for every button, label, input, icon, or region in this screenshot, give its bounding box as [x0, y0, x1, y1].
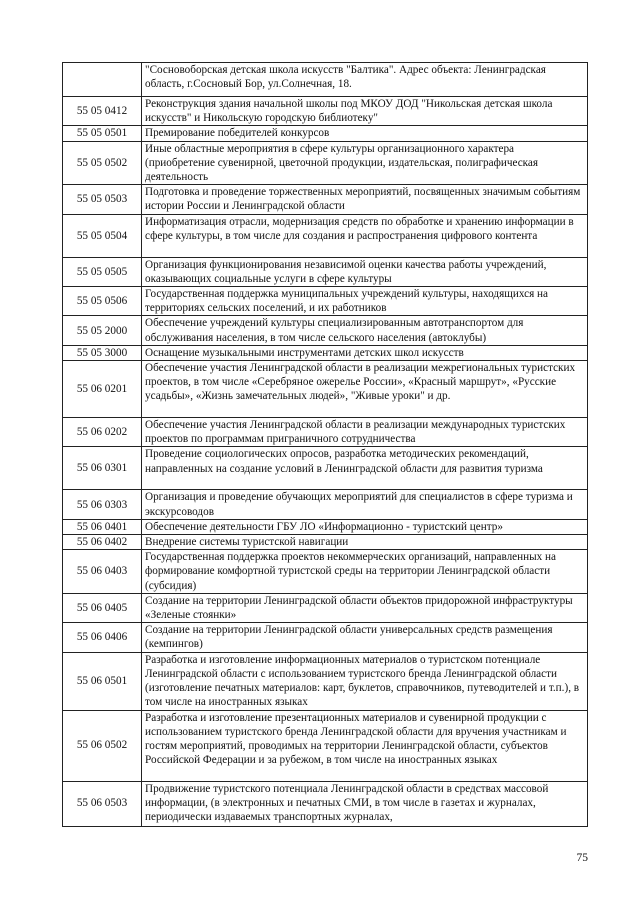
row-code: 55 05 0504: [63, 214, 142, 257]
row-description: Подготовка и проведение торжественных мероприятий, посвященных значимым событиям истории России и Ленинградской области: [142, 185, 588, 214]
row-description: Премирование победителей конкурсов: [142, 126, 588, 141]
row-description: Оснащение музыкальными инструментами детских школ искусств: [142, 345, 588, 360]
table-row: [63, 185, 588, 214]
row-description: Государственная поддержка муниципальных учреждений культуры, находящихся на территориях сельских поселений, и их работников: [142, 287, 588, 316]
row-code: 55 06 0406: [63, 623, 142, 652]
table-row: [63, 287, 588, 316]
row-code: 55 05 0503: [63, 185, 142, 214]
budget-codes-document: [62, 62, 588, 827]
row-code: 55 05 0505: [63, 257, 142, 286]
row-description: Реконструкция здания начальной школы под МКОУ ДОД "Никольская детская школа искусств" и Никольскую городскую библиотеку": [142, 97, 588, 126]
table-row: [63, 345, 588, 360]
row-description: Обеспечение участия Ленинградской области в реализации межрегиональных туристских проектов, в том числе «Серебряное ожерелье России», «Красный маршрут», «Русские усадьбы», «Жизнь замечательных людей», "Живые уроки" и др.: [142, 361, 588, 418]
row-code: 55 06 0501: [63, 652, 142, 710]
row-code: 55 06 0201: [63, 361, 142, 418]
table-row: [63, 490, 588, 519]
table-row: [63, 214, 588, 257]
page-number: 75: [576, 852, 588, 864]
table-row: [63, 623, 588, 652]
table-row: [63, 141, 588, 185]
row-code: 55 05 0412: [63, 97, 142, 126]
row-description: Информатизация отрасли, модернизация средств по обработке и хранению информации в сфере культуры, в том числе для создания и распространения цифрового контента: [142, 214, 588, 257]
table-row: [63, 316, 588, 345]
table-row: [63, 126, 588, 141]
table-row: [63, 781, 588, 826]
row-description: Иные областные мероприятия в сфере культуры организационного характера (приобретение сувенирной, цветочной продукции, издательская, полиграфическая деятельность: [142, 141, 588, 185]
row-description: Обеспечение участия Ленинградской области в реализации международных туристских проектов по программам приграничного сотрудничества: [142, 418, 588, 447]
row-description: "Сосновоборская детская школа искусств "Балтика". Адрес объекта: Ленинградская область, г.Сосновый Бор, ул.Солнечная, 18.: [142, 63, 588, 97]
table-row: [63, 63, 588, 97]
row-code: 55 06 0402: [63, 535, 142, 550]
row-description: Разработка и изготовление презентационных материалов и сувенирной продукции с использованием туристского бренда Ленинградской области для вручения участникам и гостям мероприятий, проводимых на территории Ленинградской области, субъектов Российской Федерации и за рубежом, в том числе на иностранных языках: [142, 710, 588, 781]
row-description: Организация и проведение обучающих мероприятий для специалистов в сфере туризма и экскурсоводов: [142, 490, 588, 519]
row-code: 55 06 0202: [63, 418, 142, 447]
table-row: [63, 447, 588, 490]
row-description: Создание на территории Ленинградской области объектов придорожной инфраструктуры «Зеленые стоянки»: [142, 593, 588, 622]
row-description: Организация функционирования независимой оценки качества работы учреждений, оказывающих социальные услуги в сфере культуры: [142, 257, 588, 286]
row-code: 55 06 0403: [63, 550, 142, 594]
row-description: Продвижение туристского потенциала Ленинградской области в средствах массовой информации, (в электронных и печатных СМИ, в том числе в газетах и журналах, периодически издаваемых транспортных журналах,: [142, 781, 588, 826]
row-code: 55 05 0501: [63, 126, 142, 141]
row-description: Внедрение системы туристской навигации: [142, 535, 588, 550]
row-code: 55 05 0502: [63, 141, 142, 185]
row-code: 55 05 0506: [63, 287, 142, 316]
table-row: [63, 593, 588, 622]
row-description: Создание на территории Ленинградской области универсальных средств размещения (кемпингов): [142, 623, 588, 652]
table-row: [63, 361, 588, 418]
table-row: [63, 257, 588, 286]
row-code: 55 06 0301: [63, 447, 142, 490]
row-code: 55 06 0303: [63, 490, 142, 519]
row-description: Проведение социологических опросов, разработка методических рекомендаций, направленных на создание условий в Ленинградской области для развития туризма: [142, 447, 588, 490]
row-code: 55 05 2000: [63, 316, 142, 345]
row-description: Обеспечение деятельности ГБУ ЛО «Информационно - туристский центр»: [142, 519, 588, 534]
row-description: Обеспечение учреждений культуры специализированным автотранспортом для обслуживания населения, в том числе сельского населения (автоклубы): [142, 316, 588, 345]
table-row: [63, 550, 588, 594]
table-row: [63, 97, 588, 126]
budget-codes-table: [62, 62, 588, 827]
table-body: [63, 63, 588, 827]
row-code: [63, 63, 142, 97]
row-code: 55 05 3000: [63, 345, 142, 360]
row-code: 55 06 0503: [63, 781, 142, 826]
table-row: [63, 652, 588, 710]
row-code: 55 06 0405: [63, 593, 142, 622]
table-row: [63, 710, 588, 781]
table-row: [63, 519, 588, 534]
row-code: 55 06 0502: [63, 710, 142, 781]
table-row: [63, 418, 588, 447]
row-code: 55 06 0401: [63, 519, 142, 534]
row-description: Разработка и изготовление информационных материалов о туристском потенциале Ленинградской области с использованием туристского бренда Ленинградской области (изготовление печатных материалов: карт, буклетов, справочников, путеводителей и т.п.), в том числе на иностранных языках: [142, 652, 588, 710]
row-description: Государственная поддержка проектов некоммерческих организаций, направленных на формирование комфортной туристской среды на территории Ленинградской области (субсидия): [142, 550, 588, 594]
table-row: [63, 535, 588, 550]
